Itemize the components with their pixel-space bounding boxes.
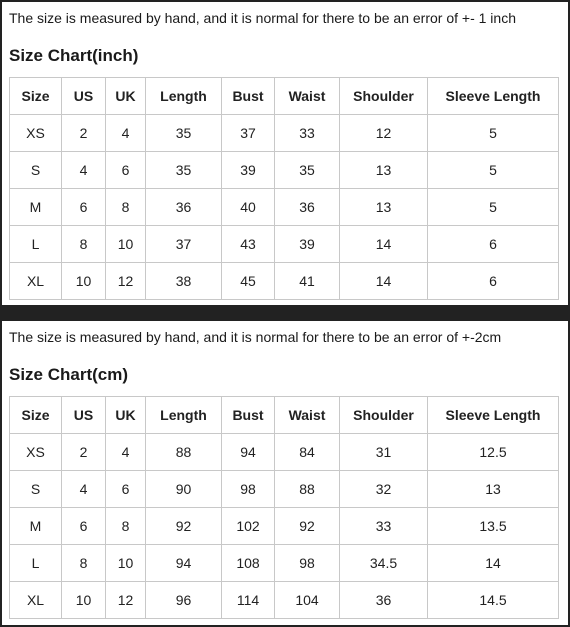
header-cell: Size xyxy=(10,397,62,434)
table-cell: 6 xyxy=(428,226,559,263)
table-cell: 10 xyxy=(106,545,146,582)
table-cell: 4 xyxy=(62,471,106,508)
header-cell: US xyxy=(62,397,106,434)
table-cell: 10 xyxy=(106,226,146,263)
table-cell: 104 xyxy=(275,582,340,619)
table-cell: XS xyxy=(10,434,62,471)
header-cell: Length xyxy=(146,397,222,434)
table-cell: 2 xyxy=(62,115,106,152)
table-cell: 34.5 xyxy=(340,545,428,582)
table-cell: 98 xyxy=(275,545,340,582)
table-cell: 88 xyxy=(146,434,222,471)
table-cell: 98 xyxy=(222,471,275,508)
table-cell: 41 xyxy=(275,263,340,300)
inch-size-chart-panel xyxy=(2,2,568,305)
table-cell: 8 xyxy=(106,508,146,545)
cm-size-chart-panel xyxy=(2,321,568,625)
table-cell: 6 xyxy=(428,263,559,300)
table-cell: 10 xyxy=(62,263,106,300)
table-cell: 5 xyxy=(428,152,559,189)
table-cell: 92 xyxy=(275,508,340,545)
table-cell: 90 xyxy=(146,471,222,508)
table-row xyxy=(10,582,559,619)
table-cell: 36 xyxy=(275,189,340,226)
header-cell: Length xyxy=(146,78,222,115)
table-cell: 33 xyxy=(340,508,428,545)
table-cell: 6 xyxy=(62,189,106,226)
table-cell: 108 xyxy=(222,545,275,582)
table-cell: 36 xyxy=(146,189,222,226)
table-cell: 2 xyxy=(62,434,106,471)
table-row xyxy=(10,263,559,300)
table-row xyxy=(10,508,559,545)
table-cell: 45 xyxy=(222,263,275,300)
table-cell: 14.5 xyxy=(428,582,559,619)
table-cell: 39 xyxy=(222,152,275,189)
size-table-inch xyxy=(9,77,559,300)
table-cell: L xyxy=(10,545,62,582)
table-cell: 12 xyxy=(340,115,428,152)
table-cell: 14 xyxy=(340,226,428,263)
table-cell: 96 xyxy=(146,582,222,619)
table-cell: S xyxy=(10,152,62,189)
table-cell: 38 xyxy=(146,263,222,300)
table-cell: 14 xyxy=(340,263,428,300)
table-cell: 4 xyxy=(106,434,146,471)
header-cell: UK xyxy=(106,397,146,434)
table-cell: 8 xyxy=(62,545,106,582)
table-cell: 35 xyxy=(275,152,340,189)
table-cell: L xyxy=(10,226,62,263)
header-cell: Bust xyxy=(222,78,275,115)
table-row xyxy=(10,115,559,152)
table-cell: 5 xyxy=(428,115,559,152)
table-cell: 5 xyxy=(428,189,559,226)
table-cell: 37 xyxy=(222,115,275,152)
table-cell: M xyxy=(10,189,62,226)
table-row xyxy=(10,152,559,189)
table-cell: M xyxy=(10,508,62,545)
table-cell: 36 xyxy=(340,582,428,619)
table-cell: 10 xyxy=(62,582,106,619)
table-cell: XL xyxy=(10,582,62,619)
table-cell: 35 xyxy=(146,152,222,189)
table-cell: 88 xyxy=(275,471,340,508)
table-row xyxy=(10,434,559,471)
measurement-note: The size is measured by hand, and it is normal for there to be an error of +-2cm xyxy=(9,329,502,345)
table-cell: 84 xyxy=(275,434,340,471)
table-cell: 6 xyxy=(106,152,146,189)
table-cell: 12.5 xyxy=(428,434,559,471)
table-cell: 94 xyxy=(146,545,222,582)
table-cell: 13 xyxy=(340,152,428,189)
table-cell: 92 xyxy=(146,508,222,545)
header-cell: Sleeve Length xyxy=(428,397,559,434)
header-cell: Sleeve Length xyxy=(428,78,559,115)
table-cell: 6 xyxy=(106,471,146,508)
table-cell: 33 xyxy=(275,115,340,152)
measurement-note: The size is measured by hand, and it is normal for there to be an error of +- 1 inch xyxy=(9,10,516,26)
table-cell: 94 xyxy=(222,434,275,471)
chart-title: Size Chart(inch) xyxy=(9,46,139,65)
header-cell: Shoulder xyxy=(340,397,428,434)
table-cell: XL xyxy=(10,263,62,300)
table-cell: 43 xyxy=(222,226,275,263)
header-row xyxy=(10,78,559,115)
table-cell: 37 xyxy=(146,226,222,263)
table-cell: 114 xyxy=(222,582,275,619)
header-cell: UK xyxy=(106,78,146,115)
table-row xyxy=(10,471,559,508)
header-row xyxy=(10,397,559,434)
header-cell: Bust xyxy=(222,397,275,434)
table-cell: 40 xyxy=(222,189,275,226)
size-table-cm xyxy=(9,396,559,619)
table-cell: 4 xyxy=(106,115,146,152)
header-cell: Waist xyxy=(275,78,340,115)
chart-title: Size Chart(cm) xyxy=(9,365,129,384)
table-cell: XS xyxy=(10,115,62,152)
table-cell: 39 xyxy=(275,226,340,263)
header-cell: Size xyxy=(10,78,62,115)
table-cell: 35 xyxy=(146,115,222,152)
table-cell: 12 xyxy=(106,263,146,300)
table-row xyxy=(10,226,559,263)
table-cell: 8 xyxy=(62,226,106,263)
table-cell: S xyxy=(10,471,62,508)
table-cell: 4 xyxy=(62,152,106,189)
table-cell: 102 xyxy=(222,508,275,545)
table-cell: 13 xyxy=(428,471,559,508)
table-cell: 14 xyxy=(428,545,559,582)
table-cell: 12 xyxy=(106,582,146,619)
table-cell: 13 xyxy=(340,189,428,226)
table-cell: 32 xyxy=(340,471,428,508)
header-cell: US xyxy=(62,78,106,115)
table-row xyxy=(10,189,559,226)
table-cell: 31 xyxy=(340,434,428,471)
header-cell: Shoulder xyxy=(340,78,428,115)
table-cell: 13.5 xyxy=(428,508,559,545)
table-cell: 8 xyxy=(106,189,146,226)
table-row xyxy=(10,545,559,582)
table-cell: 6 xyxy=(62,508,106,545)
header-cell: Waist xyxy=(275,397,340,434)
